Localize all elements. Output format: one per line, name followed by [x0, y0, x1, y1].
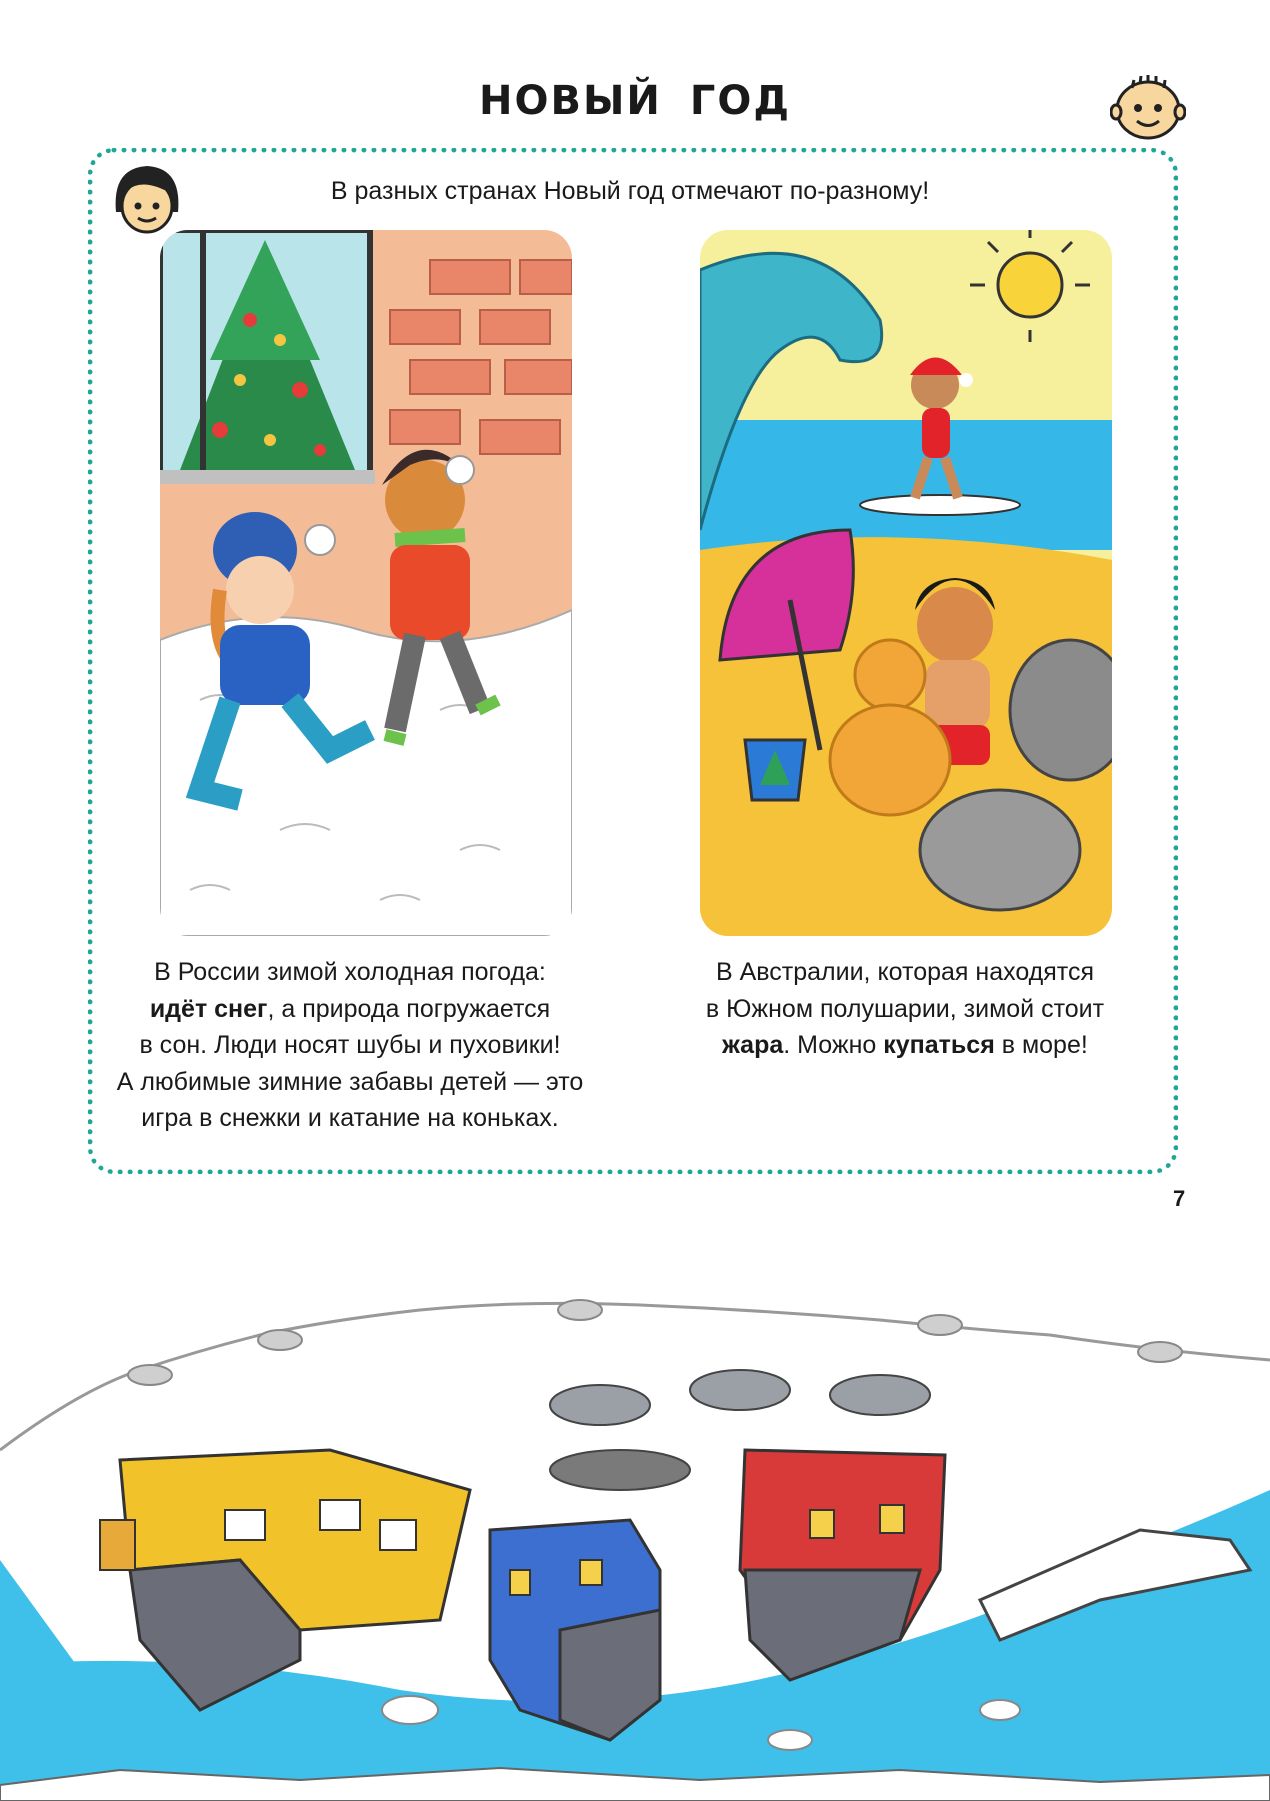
winter-russia-illustration [160, 230, 572, 936]
australia-caption-line-2: в Южном полушарии, зимой стоит [705, 994, 1105, 1023]
australia-caption-end: в море! [994, 1031, 1088, 1059]
australia-caption-line-1: В Австралии, которая находятся [715, 958, 1094, 986]
page-number: 7 [1173, 1186, 1186, 1211]
russia-caption-line-2 [90, 991, 610, 1028]
russia-caption-line-1: В России зимой холодная погода: [154, 958, 546, 986]
heat-highlight: жара [722, 1031, 784, 1059]
intro-text: В разных странах Новый год отмечают по-разному! [330, 177, 930, 205]
australia-caption-line-3 [645, 1027, 1165, 1064]
title-word-1: НОВЫЙ [478, 78, 662, 124]
australia-caption [645, 954, 1165, 1064]
russia-caption-line-4: А любимые зимние забавы детей — это [116, 1067, 584, 1096]
russia-caption-line-2-rest: , а природа погружается [267, 994, 551, 1023]
snow-highlight: идёт снег [149, 994, 268, 1023]
swim-highlight: купаться [883, 1031, 995, 1059]
summer-australia-illustration [700, 230, 1112, 936]
title-word-2: ГОД [689, 78, 791, 124]
boy-face-icon [1110, 72, 1186, 142]
page-title [0, 78, 1270, 124]
russia-caption-line-5: игра в снежки и катание на коньках. [141, 1104, 559, 1132]
russia-caption-line-3: в сон. Люди носят шубы и пуховики! [139, 1031, 561, 1059]
upside-down-harbour-illustration [0, 1240, 1270, 1801]
girl-face-icon [108, 160, 186, 240]
russia-caption [90, 954, 610, 1137]
australia-caption-mid: . Можно [783, 1031, 884, 1059]
